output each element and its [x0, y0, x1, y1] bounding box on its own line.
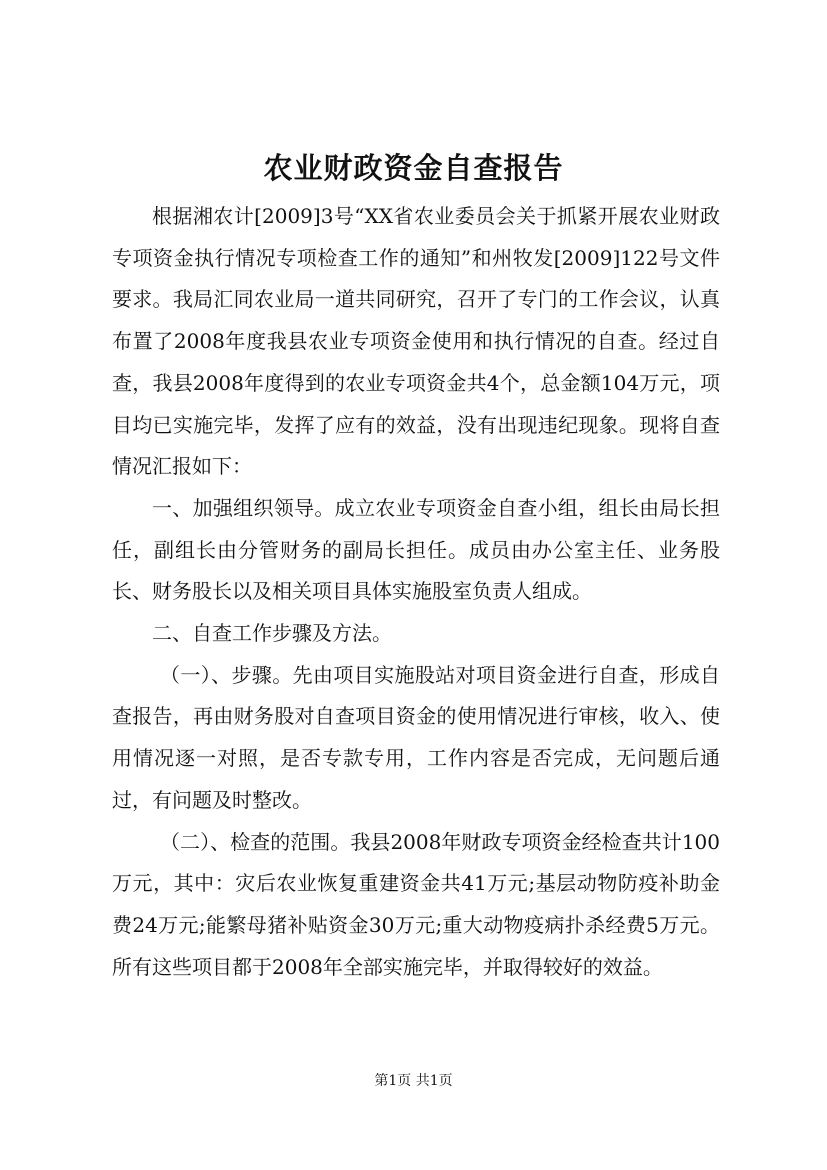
- paragraph-intro: 根据湘农计[2009]3号“XX省农业委员会关于抓紧开展农业财政专项资金执行情况专项检查工作的通知”和州牧发[2009]122号文件要求。我局汇同农业局一道共同研究，召开了专门的工作会议，认真布置了2008年度我县农业专项资金使用和执行情况的自查。经过自查，我县2008年度得到的农业专项资金共4个，总金额104万元，项目均已实施完毕，发挥了应有的效益，没有出现违纪现象。现将自查情况汇报如下：: [112, 204, 720, 479]
- document-body: [112, 196, 720, 988]
- paragraph-steps-heading: 二、自查工作步骤及方法。: [152, 621, 392, 646]
- paragraph-scope: （二）、检查的范围。我县2008年财政专项资金经检查共计100万元，其中：灾后农业恢复重建资金共41万元;基层动物防疫补助金费24万元;能繁母猪补贴资金30万元;重大动物疫病扑杀经费5万元。所有这些项目都于2008年全部实施完毕，并取得较好的效益。: [112, 829, 720, 979]
- document-title: 农业财政资金自查报告: [263, 151, 564, 185]
- page-footer: 第1页 共1页: [374, 1073, 453, 1089]
- paragraph-organization: 一、加强组织领导。成立农业专项资金自查小组，组长由局长担任，副组长由分管财务的副局长担任。成员由办公室主任、业务股长、财务股长以及相关项目具体实施股室负责人组成。: [112, 495, 720, 604]
- paragraph-steps: （一）、步骤。先由项目实施股站对项目资金进行自查，形成自查报告，再由财务股对自查项目资金的使用情况进行审核，收入、使用情况逐一对照，是否专款专用，工作内容是否完成，无问题后通过，有问题及时整改。: [112, 662, 720, 812]
